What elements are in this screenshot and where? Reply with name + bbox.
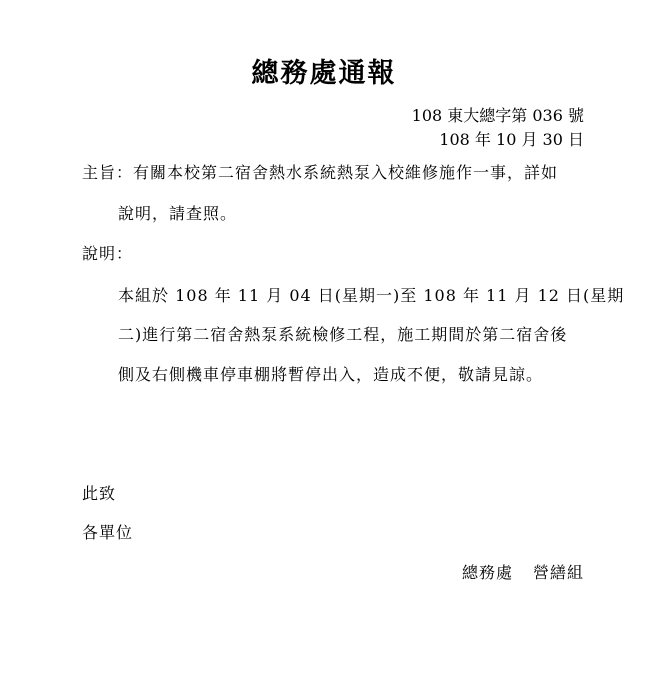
document-date: 108 年 10 月 30 日 bbox=[439, 130, 584, 149]
description-line-2: 二)進行第二宿舍熱泵系統檢修工程，施工期間於第二宿舍後 bbox=[118, 325, 568, 344]
document-title: 總務處通報 bbox=[251, 58, 397, 89]
document-number: 108 東大總字第 036 號 bbox=[411, 106, 584, 125]
sender-office: 總務處 bbox=[461, 563, 513, 582]
recipient-text: 各單位 bbox=[82, 523, 134, 542]
sender-signature bbox=[462, 562, 584, 584]
description-line-3: 側及右側機車停車棚將暫停出入，造成不便，敬請見諒。 bbox=[118, 365, 544, 384]
subject-line-2: 說明，請查照。 bbox=[118, 204, 238, 223]
description-label: 說明： bbox=[82, 244, 134, 263]
sender-unit: 營繕組 bbox=[532, 563, 584, 582]
subject-line-1: 主旨：有關本校第二宿舍熱水系統熱泵入校維修施作一事，詳如 bbox=[82, 163, 559, 182]
closing-text: 此致 bbox=[82, 484, 117, 503]
description-line-1: 本組於 108 年 11 月 04 日(星期一)至 108 年 11 月 12 日(星期 bbox=[118, 286, 625, 305]
